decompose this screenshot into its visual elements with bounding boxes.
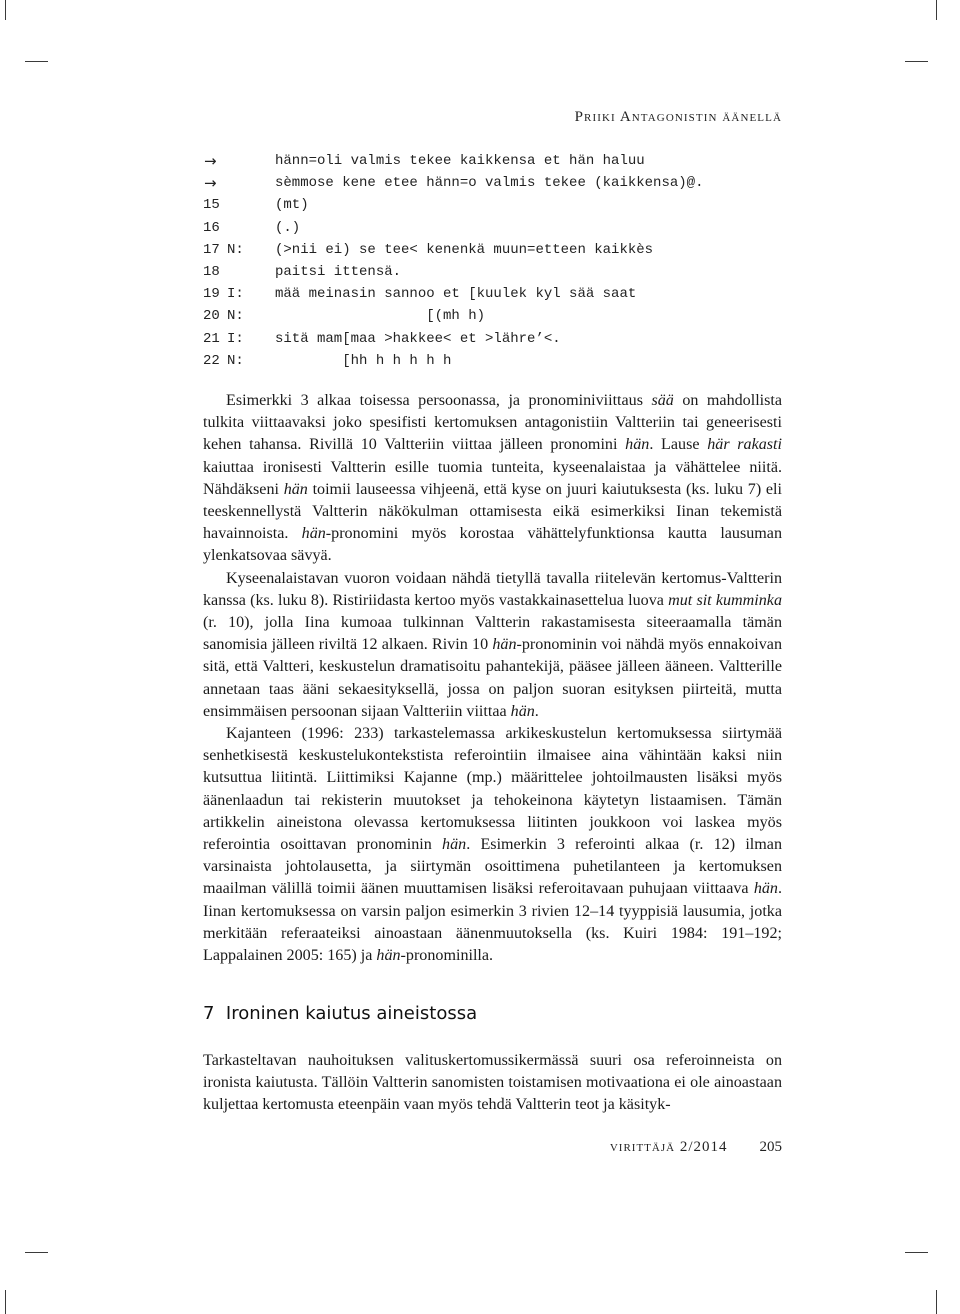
text-run: on mahdollista tulkita viittaavaksi joko spesifisti kertomuksen antagonistiin Valtteriin tai geneerisesti kehen tahansa. Rivillä 10 Valtteriin viittaa jälleen pronomini [203, 392, 783, 454]
utterance-text: [hh h h h h h [275, 352, 452, 369]
text-run: Esimerkki 3 alkaa toisessa persoonassa, ja pronominiviittaus [226, 392, 652, 409]
speaker-label: N: [227, 308, 244, 325]
crop-mark [936, 1290, 937, 1314]
utterance-text: mää meinasin sannoo et [kuulek kyl sää saat [275, 286, 637, 303]
italic-term: hän [442, 836, 467, 854]
page-number: 205 [759, 1139, 782, 1155]
text-run: -pronominin voi nähdä myös ennakoivan sitä, että Valtteri, keskustelun dramatisoitu pahantekijä, pääsee jälleen ääneen. Valtterille annetaan taas ääni sekaesityksellä, jossa on paljon suoran esityksen piirteitä, mutta ensimmäisen persoonan sijaan Valtteriin viittaa [203, 636, 782, 720]
page-footer [610, 1139, 782, 1156]
utterance-text: hänn=oli valmis tekee kaikkensa et hän haluu [275, 153, 645, 169]
crop-mark [905, 61, 928, 62]
transcript-line [203, 261, 763, 283]
text-run: toimii lauseessa vihjeenä, että kyse on juuri kaiutuksesta (ks. luku 7) eli teeskennellystä Valtterin näkökulman ottamisesta eikä esimerkiksi Iinan tekemistä havainnoista. [203, 480, 782, 543]
italic-term: hän [625, 436, 650, 454]
italic-term: hän [301, 525, 326, 543]
crop-mark [936, 0, 937, 20]
text-run: . Lause [649, 436, 708, 454]
italic-term: hän [283, 480, 308, 498]
line-number: 19 [203, 286, 220, 303]
text-run: . Esimerkin 3 referointi alkaa (r. 12) ilman varsinaista johtolausetta, ja siirtymän osoittimena puhetilanteen ja kertomuksen maailman välillä toimii äänen muuttamisen lisäksi referoitavaan puhujaan viittaava [203, 836, 782, 898]
text-run: -pronominilla. [400, 947, 494, 965]
utterance-text: (>nii ei) se tee< kenenkä muun=etteen kaikkès [275, 241, 654, 258]
speaker-label: I: [227, 330, 244, 347]
body-text [203, 390, 782, 967]
line-number: 18 [203, 263, 220, 280]
line-number: 22 [203, 352, 220, 369]
crop-mark [5, 1290, 6, 1314]
transcript-example [203, 150, 763, 372]
section-number: 7 [203, 1003, 215, 1024]
section-title: Ironinen kaiutus aineistossa [225, 1003, 478, 1024]
body-paragraph [203, 568, 782, 723]
text-run: . Iinan kertomuksessa on varsin paljon esimerkin 3 rivien 12–14 tyyppisiä lausumia, jotka merkitään referaateiksi ainoastaan äänenmuutoksella (ks. Kuiri 1984: 191–192; Lappalainen 2005: 165) ja [203, 880, 782, 965]
crop-mark [5, 0, 6, 20]
text-run: Kyseenalaistavan vuoron voidaan nähdä tietyllä tavalla riitelevän kertomus-Valtterin kanssa (ks. luku 8). Ristiriidasta kertoo myös vastakkainasettelua luova [203, 569, 782, 609]
running-head: Priiki Antagonistin äänellä [574, 109, 782, 125]
transcript-line [203, 150, 763, 172]
text-run: Kajanteen (1996: 233) tarkastelemassa arkikeskustelun kertomuksessa siirtymää senhetkisestä keskustelukontekstista referointiin ilmaisee aina vähintään kaksi niin kutsuttua liitintä. Liittimiksi Kajanne (mp.) määrittelee johtoilmausten lisäksi myös äänenlaadun tai rekisterin muutokset ja tehokeinona käytetyn listaamisen. Tämän artikkelin aineistona olevassa kertomuksessa liitinten joukkoon voi laskea myös referointia osoittavan pronominin [203, 725, 782, 854]
speaker-label: N: [227, 241, 244, 258]
line-number: 15 [203, 197, 220, 214]
crop-mark [25, 1252, 48, 1253]
text-run: -pronomini myös korostaa vähättelyfunktionsa kautta lausuman ylenkatsovaa sävyä. [203, 525, 782, 565]
utterance-text: sèmmose kene etee hänn=o valmis tekee (kaikkensa)@. [275, 175, 704, 192]
line-number: 21 [203, 330, 220, 347]
utterance-text: [(mh h) [275, 308, 486, 325]
italic-term: här rakasti [707, 436, 783, 454]
italic-term: mut sit kumminka [668, 591, 783, 609]
italic-term: hän [376, 947, 401, 965]
section-body [203, 1050, 782, 1117]
utterance-text: (mt) [275, 197, 309, 214]
text-run: kaiuttaa ironisesti Valtterin esille tuomia tunteita, kyseenalaistaa ja vähättelee niitä. Nähdäkseni [203, 458, 782, 498]
transcript-line [203, 283, 763, 305]
arrow-icon: → [204, 152, 217, 170]
utterance-text: sitä mam[maa >hakkee< et >lähre’<. [275, 330, 561, 347]
transcript-line [203, 217, 763, 239]
body-paragraph [203, 723, 782, 967]
line-number: 16 [203, 219, 220, 236]
journal-name: virittäjä 2/2014 [609, 1139, 728, 1155]
crop-mark [25, 61, 48, 62]
transcript-line [203, 172, 763, 194]
line-number: 20 [203, 308, 220, 325]
transcript-line [203, 350, 763, 372]
speaker-label: I: [227, 286, 244, 303]
transcript-line [203, 305, 763, 327]
utterance-text: (.) [275, 219, 301, 236]
utterance-text: paitsi ittensä. [275, 263, 402, 280]
transcript-line [203, 328, 763, 350]
transcript-line [203, 239, 763, 261]
line-number: 17 [203, 241, 220, 258]
italic-term: hän [753, 880, 778, 898]
speaker-label: N: [227, 352, 244, 369]
italic-term: sää [651, 392, 674, 409]
arrow-icon: → [204, 174, 217, 193]
transcript-line [203, 194, 763, 216]
text-run: (r. 10), jolla Iina kumoaa tulkinnan Valtterin rakastamisesta siteeraamalla tämän sanomisia jälleen riviltä 12 alkaen. Rivin 10 [203, 614, 782, 654]
crop-mark [905, 1252, 928, 1253]
section-heading [203, 1003, 477, 1024]
text-run: . [534, 702, 539, 720]
section-paragraph: Tarkasteltavan nauhoituksen valituskertomussikermässä suuri osa referoinneista on ironista kaiutusta. Tällöin Valtterin sanomisten toistamisen motivaationa ei ole ainoastaan kuljettaa kertomusta eteenpäin vaan myös tehdä Valtterin teot ja käsityk- [203, 1052, 782, 1114]
italic-term: hän [492, 636, 517, 654]
body-paragraph [203, 390, 782, 568]
italic-term: hän [510, 702, 535, 720]
